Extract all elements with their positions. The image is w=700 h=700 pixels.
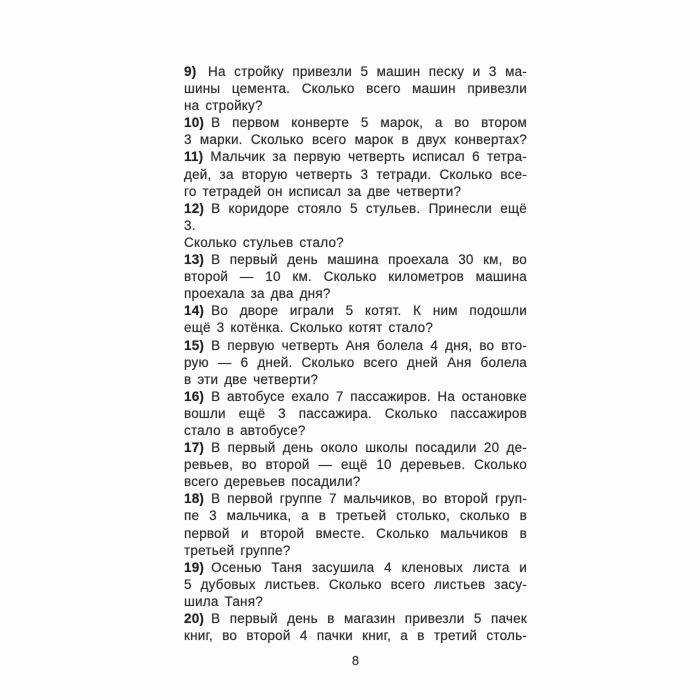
problem-number: 18)	[184, 491, 205, 507]
problem-13	[184, 251, 527, 302]
problem-9	[184, 63, 527, 114]
problem-10	[184, 114, 527, 148]
problem-number: 12)	[184, 200, 205, 216]
problem-line	[184, 610, 527, 627]
problem-line: в эти две четверти?	[184, 371, 319, 387]
problem-text: На стройку привезли 5 машин песку и 3 ма-	[208, 64, 527, 79]
problem-line: третьей группе?	[184, 542, 291, 558]
problem-line: шила Таня?	[184, 593, 263, 609]
problem-line: второй — 10 км. Сколько километров машина	[184, 269, 527, 285]
problem-text: Во дворе играли 5 котят. К ним подошли	[211, 303, 527, 319]
problem-text: В первый день около школы посадили 20 де-	[211, 440, 527, 456]
problem-line: 5 дубовых листьев. Сколько всего листьев засу-	[184, 576, 527, 592]
problem-line: пе 3 мальчика, а в третьей столько, сколько в	[184, 508, 527, 524]
problem-line	[184, 251, 527, 268]
problem-number: 20)	[184, 611, 205, 626]
problem-line: ещё 3 котёнка. Сколько котят стало?	[184, 320, 434, 336]
problem-line: ревьев, во второй — ещё 10 деревьев. Сколько	[184, 457, 527, 473]
problem-text: В первый день в магазин привезли 5 пачек	[211, 611, 527, 626]
problem-line: книг, во второй 4 пачки книг, а в третий столь-	[184, 628, 527, 644]
problem-line: первой и второй вместе. Сколько мальчиков в	[184, 525, 527, 541]
problem-line	[184, 63, 527, 80]
problem-text: В автобусе ехало 7 пассажиров. На остановке	[211, 388, 527, 404]
problem-14	[184, 302, 527, 336]
problem-12	[184, 200, 527, 251]
problem-17	[184, 439, 527, 490]
problem-line	[184, 148, 527, 165]
problem-line: рую — 6 дней. Сколько всего дней Аня болела	[184, 354, 527, 370]
problem-line	[184, 200, 527, 234]
problem-line: всего деревьев посадили?	[184, 474, 361, 490]
problem-number: 19)	[184, 559, 205, 575]
problem-line	[184, 439, 527, 456]
problem-number: 15)	[184, 337, 205, 353]
problem-19	[184, 559, 527, 610]
problem-15	[184, 337, 527, 388]
problem-text: В коридоре стояло 5 стульев. Принесли ещё 3.	[184, 200, 527, 233]
problem-number: 9)	[184, 64, 197, 79]
problem-line: Сколько стульев стало?	[184, 234, 344, 250]
page-number: 8	[352, 654, 359, 669]
problem-line	[184, 302, 527, 319]
problem-line: на стройку?	[184, 98, 263, 114]
problem-11	[184, 148, 527, 199]
problem-text: В первый день машина проехала 30 км, во	[211, 252, 527, 268]
problem-line	[184, 337, 527, 354]
problems-list	[184, 63, 527, 670]
problem-16	[184, 388, 527, 439]
problem-number: 11)	[184, 149, 204, 165]
problem-line	[184, 559, 527, 576]
problem-number: 10)	[184, 115, 205, 131]
problem-text: В первую четверть Аня болела 4 дня, во вто-	[211, 337, 527, 353]
problem-line	[184, 388, 527, 405]
problem-line	[184, 114, 527, 131]
problem-text: В первой группе 7 мальчиков, во второй груп-	[211, 491, 527, 507]
problem-number: 14)	[184, 303, 205, 319]
problem-line: 3 марки. Сколько всего марок в двух конвертах?	[184, 132, 527, 148]
problem-text: Мальчик за первую четверть исписал 6 тетра-	[210, 149, 527, 165]
problem-number: 17)	[184, 440, 205, 456]
problem-line: вошли ещё 3 пассажира. Сколько пассажиров	[184, 405, 527, 421]
problem-number: 16)	[184, 388, 205, 404]
problem-line: проехала за два дня?	[184, 286, 331, 302]
problem-line	[184, 490, 527, 507]
problem-number: 13)	[184, 252, 205, 268]
problem-line: стало в автобусе?	[184, 422, 306, 438]
problem-line: дей, за вторую четверть 3 тетради. Сколько все-	[184, 166, 527, 182]
problem-line: шины цемента. Сколько всего машин привезли	[184, 81, 527, 97]
problem-line: го тетрадей он исписал за две четверти?	[184, 183, 462, 199]
problem-text: В первом конверте 5 марок, а во втором	[211, 115, 527, 131]
problem-18	[184, 490, 527, 558]
problem-20	[184, 610, 527, 644]
problem-text: Осенью Таня засушила 4 кленовых листа и	[211, 559, 527, 575]
